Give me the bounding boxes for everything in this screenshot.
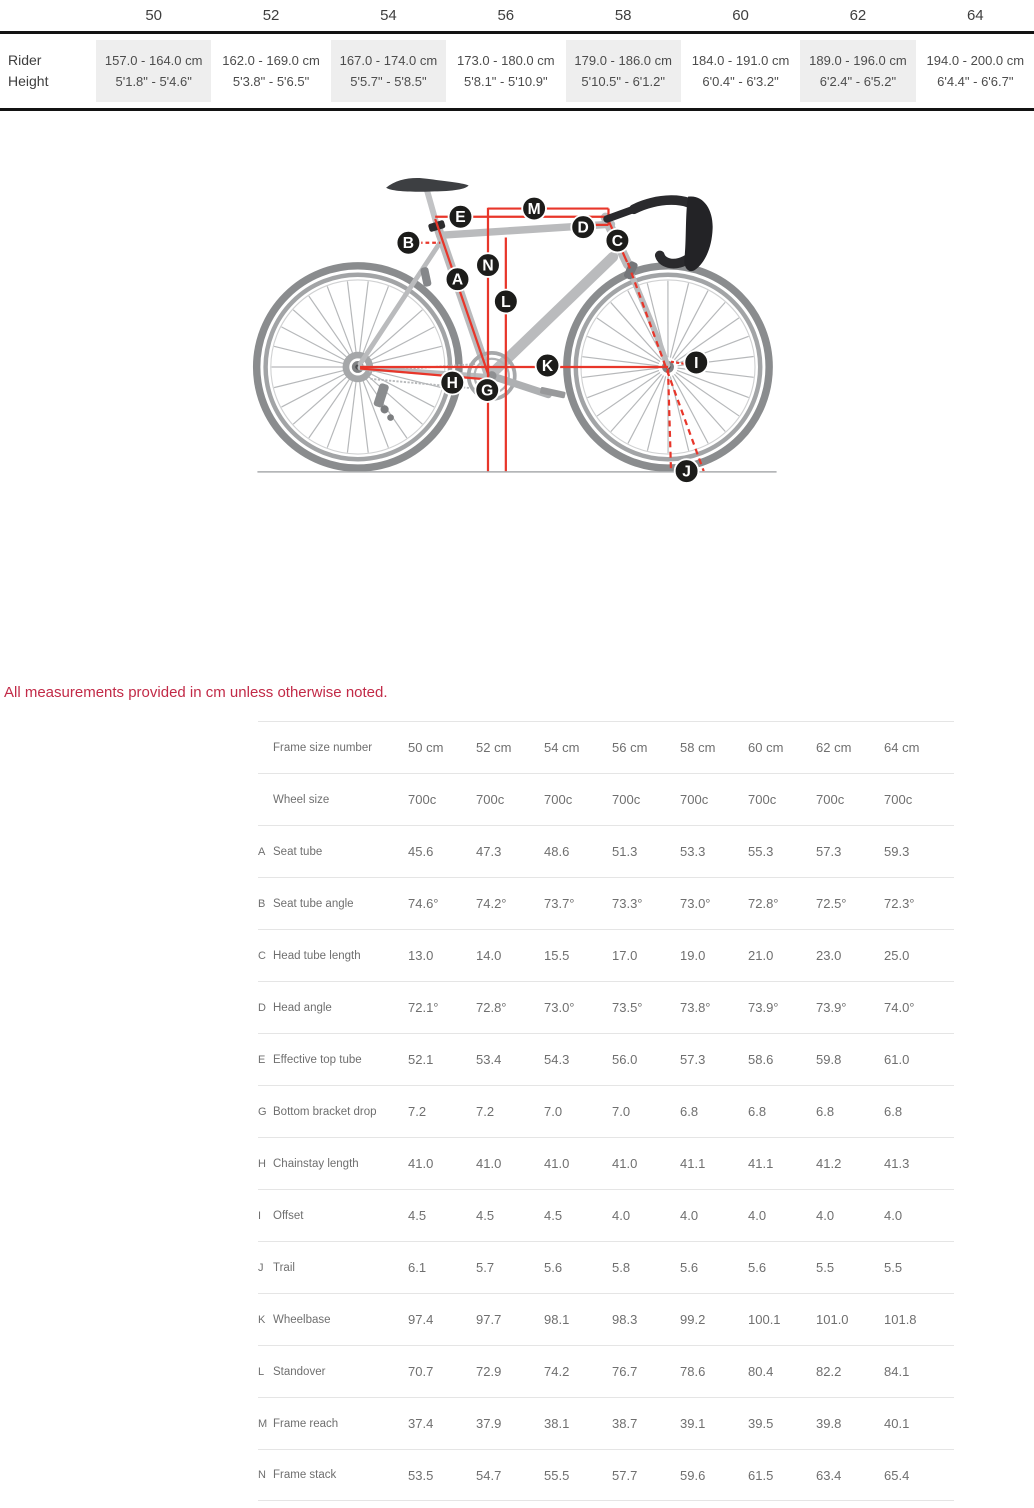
- wheel-spoke: [361, 286, 388, 358]
- geometry-value-cell: 45.6: [408, 844, 434, 859]
- rider-height-cell: [330, 34, 447, 108]
- wheel-spoke: [582, 368, 658, 377]
- rider-height-imperial-range: 6'0.4" - 6'3.2": [702, 74, 779, 89]
- rider-height-cm-range: 194.0 - 200.0 cm: [926, 53, 1025, 68]
- geometry-value-cell: 39.8: [816, 1416, 842, 1431]
- geometry-value-cell: 73.3°: [612, 896, 643, 911]
- marker-letter: I: [694, 354, 699, 372]
- geometry-value-cell: 74.2: [544, 1364, 570, 1379]
- geometry-value-cell: 73.9°: [748, 1000, 779, 1015]
- marker-letter: A: [451, 271, 464, 289]
- geometry-value-cell: 4.0: [884, 1208, 903, 1223]
- geometry-value-cell: 6.1: [408, 1260, 427, 1275]
- geometry-value-cell: 55.3: [748, 844, 774, 859]
- geometry-value-cell: 56.0: [612, 1052, 638, 1067]
- diagram-marker-N: [476, 253, 500, 277]
- geometry-value-cell: 55.5: [544, 1467, 570, 1483]
- marker-letter: L: [501, 293, 511, 311]
- geometry-row-letter: G: [258, 1105, 267, 1118]
- geometry-value-cell: 4.0: [816, 1208, 835, 1223]
- geometry-value-cell: 97.4: [408, 1312, 434, 1327]
- geometry-row-letter: E: [258, 1053, 266, 1066]
- rider-height-cm-range: 157.0 - 164.0 cm: [104, 53, 203, 68]
- geometry-value-cell: 5.6: [680, 1260, 699, 1275]
- marker-letter: J: [682, 463, 691, 481]
- geometry-row-label: [258, 1450, 408, 1500]
- geometry-row-label: [258, 878, 408, 929]
- wheel-spoke: [359, 377, 368, 453]
- geometry-value-cell: 47.3: [476, 844, 502, 859]
- diagram-marker-G: [475, 378, 499, 402]
- geometry-value-cell: 4.0: [612, 1208, 631, 1223]
- wheel-spoke: [587, 370, 659, 397]
- geometry-value-cell: 73.0°: [544, 1000, 575, 1015]
- diagram-marker-D: [571, 215, 595, 239]
- marker-letter: K: [541, 357, 554, 375]
- geometry-row: [258, 877, 954, 929]
- geometry-row-label: [258, 1242, 408, 1293]
- geometry-value-cell: 72.3°: [884, 896, 915, 911]
- rider-height-size-table: [0, 0, 1034, 111]
- geometry-value-cell: 41.0: [408, 1156, 434, 1171]
- geometry-value-cell: 40.1: [884, 1416, 910, 1431]
- wheel-spoke: [672, 291, 708, 359]
- geometry-value-cell: 14.0: [476, 948, 502, 963]
- geometry-row-name: Wheel size: [273, 793, 330, 806]
- diagram-marker-J: [675, 459, 699, 483]
- geometry-value-cell: 6.8: [884, 1104, 903, 1119]
- geometry-value-cell: 52 cm: [476, 740, 512, 755]
- geometry-value-cell: 41.2: [816, 1156, 842, 1171]
- geometry-value-cell: 82.2: [816, 1364, 842, 1379]
- geometry-value-cell: 21.0: [748, 948, 774, 963]
- geometry-value-cell: 57.3: [816, 844, 842, 859]
- geometry-row-label: [258, 1190, 408, 1241]
- geometry-value-cell: 700c: [680, 792, 709, 807]
- rider-height-label-line1: Rider: [8, 52, 42, 68]
- geometry-value-cell: 38.7: [612, 1416, 638, 1431]
- diagram-marker-L: [494, 290, 518, 314]
- geometry-value-cell: 72.1°: [408, 1000, 439, 1015]
- geometry-value-cell: 74.0°: [884, 1000, 915, 1015]
- geometry-row: [258, 773, 954, 825]
- size-column-header: 56: [497, 7, 515, 24]
- diagram-marker-A: [446, 267, 470, 291]
- geometry-value-cell: 4.5: [476, 1208, 495, 1223]
- geometry-value-cell: 5.8: [612, 1260, 631, 1275]
- geometry-value-cell: 15.5: [544, 948, 570, 963]
- size-column-header: 50: [145, 7, 163, 24]
- rider-height-label: [0, 34, 95, 108]
- geometry-value-cell: 4.0: [748, 1208, 767, 1223]
- diagram-marker-E: [449, 205, 473, 229]
- wheel-spoke: [587, 336, 659, 363]
- wheel-spoke: [366, 327, 434, 363]
- geometry-value-cell: 57.3: [680, 1052, 706, 1067]
- geometry-value-cell: 98.3: [612, 1312, 638, 1327]
- geometry-row-label: [258, 1034, 408, 1085]
- rider-height-cm-range: 167.0 - 174.0 cm: [339, 53, 438, 68]
- geometry-value-cell: 101.0: [816, 1312, 849, 1327]
- diagram-marker-I: [684, 351, 708, 375]
- geometry-value-cell: 53.4: [476, 1052, 502, 1067]
- geometry-value-cell: 5.6: [748, 1260, 767, 1275]
- rider-height-cm-range: 173.0 - 180.0 cm: [457, 53, 555, 68]
- measurements-note: All measurements provided in cm unless otherwise noted.: [4, 684, 388, 701]
- geometry-value-cell: 73.7°: [544, 896, 575, 911]
- geometry-value-cell: 5.5: [816, 1260, 835, 1275]
- geometry-value-cell: 6.8: [816, 1104, 835, 1119]
- rider-height-cm-range: 179.0 - 186.0 cm: [574, 53, 672, 68]
- wheel-spoke: [677, 370, 749, 397]
- marker-letter: H: [446, 374, 458, 392]
- rider-height-imperial-range: 5'8.1" - 5'10.9": [464, 74, 548, 89]
- geometry-row-name: Bottom bracket drop: [273, 1105, 377, 1118]
- geometry-value-cell: 57.7: [612, 1467, 638, 1483]
- geometry-row-letter: H: [258, 1157, 266, 1170]
- geometry-row: [258, 1085, 954, 1137]
- geometry-value-cell: 73.0°: [680, 896, 711, 911]
- rider-height-imperial-range: 5'3.8" - 5'6.5": [232, 74, 310, 89]
- geometry-value-cell: 700c: [748, 792, 777, 807]
- size-header-spacer: [0, 0, 95, 31]
- diagram-marker-M: [522, 197, 546, 221]
- geometry-value-cell: 38.1: [544, 1416, 570, 1431]
- rider-height-cell: [917, 34, 1034, 108]
- geometry-value-cell: 97.7: [476, 1312, 502, 1327]
- size-header-row: [0, 0, 1034, 31]
- wheel-spoke: [597, 372, 660, 416]
- rider-height-imperial-range: 6'2.4" - 6'5.2": [819, 74, 897, 89]
- geometry-value-cell: 700c: [476, 792, 505, 807]
- geometry-value-cell: 52.1: [408, 1052, 434, 1067]
- geometry-value-cell: 4.0: [680, 1208, 699, 1223]
- rider-height-imperial-range: 6'4.4" - 6'6.7": [937, 74, 1014, 89]
- geometry-value-cell: 37.9: [476, 1416, 502, 1431]
- geometry-value-cell: 41.0: [612, 1156, 638, 1171]
- geometry-value-cell: 5.5: [884, 1260, 903, 1275]
- size-column-header: 54: [380, 7, 397, 24]
- geometry-row-letter: M: [258, 1417, 268, 1430]
- geometry-row: [258, 1033, 954, 1085]
- geometry-value-cell: 700c: [612, 792, 641, 807]
- wheel-spoke: [281, 371, 349, 407]
- geometry-row-letter: A: [258, 845, 266, 858]
- rider-height-imperial-range: 5'5.7" - 5'8.5": [350, 74, 427, 89]
- geometry-value-cell: 59.3: [884, 844, 910, 859]
- geometry-value-cell: 74.6°: [408, 896, 439, 911]
- marker-letter: M: [527, 200, 541, 218]
- rider-height-imperial-range: 5'10.5" - 6'1.2": [581, 74, 665, 89]
- wheel-spoke: [628, 376, 664, 444]
- geometry-value-cell: 54.7: [476, 1467, 502, 1483]
- wheel-spoke: [359, 281, 368, 357]
- geometry-value-cell: 73.8°: [680, 1000, 711, 1015]
- geometry-value-cell: 53.5: [408, 1467, 434, 1483]
- geometry-value-cell: 62 cm: [816, 740, 852, 755]
- geometry-row: [258, 929, 954, 981]
- geometry-row-label: [258, 982, 408, 1033]
- geometry-value-cell: 72.8°: [748, 896, 779, 911]
- geometry-value-cell: 73.9°: [816, 1000, 847, 1015]
- rider-height-cm-range: 184.0 - 191.0 cm: [691, 53, 790, 68]
- geometry-row-label: [258, 826, 408, 877]
- geometry-value-cell: 5.7: [476, 1260, 495, 1275]
- geometry-row-name: Standover: [273, 1365, 326, 1378]
- geometry-value-cell: 72.9: [476, 1364, 502, 1379]
- geometry-value-cell: 63.4: [816, 1467, 842, 1483]
- rider-height-cell: [212, 34, 329, 108]
- rider-height-imperial-range: 5'1.8" - 5'4.6": [115, 74, 192, 89]
- geometry-row-label: [258, 1398, 408, 1449]
- geometry-value-cell: 41.1: [680, 1156, 706, 1171]
- diagram-marker-K: [536, 354, 560, 378]
- rider-height-cell: [565, 34, 682, 108]
- marker-letter: B: [402, 235, 415, 253]
- geometry-row-label: [258, 722, 408, 773]
- marker-letter: G: [481, 382, 494, 400]
- geometry-value-cell: 80.4: [748, 1364, 774, 1379]
- geometry-value-cell: 73.5°: [612, 1000, 643, 1015]
- geometry-value-cell: 84.1: [884, 1364, 910, 1379]
- geometry-row-name: Seat tube: [273, 845, 323, 858]
- geometry-value-cell: 4.5: [544, 1208, 563, 1223]
- size-column-header: 58: [614, 7, 632, 24]
- geometry-value-cell: 58 cm: [680, 740, 716, 755]
- wheel-spoke: [281, 327, 349, 363]
- bike-geometry-diagram: [0, 155, 1034, 605]
- saddle: [386, 178, 469, 192]
- wheel-spoke: [327, 286, 354, 358]
- geometry-value-cell: 700c: [544, 792, 573, 807]
- geometry-value-cell: 60 cm: [748, 740, 784, 755]
- geometry-row-letter: D: [258, 1001, 266, 1014]
- rider-height-cell: [799, 34, 916, 108]
- geometry-row: [258, 981, 954, 1033]
- geometry-value-cell: 7.2: [408, 1104, 427, 1119]
- geometry-value-cell: 5.6: [544, 1260, 563, 1275]
- geometry-value-cell: 6.8: [680, 1104, 699, 1119]
- wheel-spoke: [347, 377, 356, 453]
- size-body-row: [0, 31, 1034, 111]
- geometry-row-letter: N: [258, 1469, 266, 1481]
- geometry-row-name: Head tube length: [273, 949, 361, 962]
- marker-letter: E: [455, 209, 466, 227]
- geometry-row-name: Offset: [273, 1209, 304, 1222]
- geometry-row-letter: I: [258, 1209, 262, 1222]
- geometry-row-label: [258, 1086, 408, 1137]
- geometry-value-cell: 41.1: [748, 1156, 774, 1171]
- geometry-row-name: Effective top tube: [273, 1053, 362, 1066]
- geometry-value-cell: 41.0: [544, 1156, 570, 1171]
- geometry-value-cell: 41.3: [884, 1156, 910, 1171]
- geometry-row-name: Frame size number: [273, 741, 373, 754]
- geometry-row-name: Head angle: [273, 1001, 332, 1014]
- geometry-row-label: [258, 774, 408, 825]
- geometry-value-cell: 100.1: [748, 1312, 781, 1327]
- geometry-value-cell: 13.0: [408, 948, 434, 963]
- geometry-value-cell: 101.8: [884, 1312, 917, 1327]
- geometry-row-letter: C: [258, 949, 266, 962]
- geometry-value-cell: 7.0: [544, 1104, 563, 1119]
- geometry-value-cell: 6.8: [748, 1104, 767, 1119]
- geometry-value-cell: 7.0: [612, 1104, 631, 1119]
- geometry-value-cell: 23.0: [816, 948, 842, 963]
- geometry-value-cell: 65.4: [884, 1467, 910, 1483]
- diagram-marker-H: [440, 371, 464, 395]
- geometry-value-cell: 72.5°: [816, 896, 847, 911]
- wheel-spoke: [676, 372, 739, 415]
- geometry-value-cell: 58.6: [748, 1052, 774, 1067]
- geometry-value-cell: 72.8°: [476, 1000, 507, 1015]
- geometry-value-cell: 74.2°: [476, 896, 507, 911]
- geometry-value-cell: 54.3: [544, 1052, 570, 1067]
- geometry-value-cell: 59.6: [680, 1467, 706, 1483]
- geometry-row-name: Trail: [273, 1261, 295, 1274]
- rider-height-cell: [682, 34, 799, 108]
- geometry-value-cell: 61.5: [748, 1467, 774, 1483]
- geometry-value-cell: 25.0: [884, 948, 910, 963]
- size-column-header: 52: [262, 7, 280, 24]
- geometry-value-cell: 37.4: [408, 1416, 434, 1431]
- geometry-row-label: [258, 1138, 408, 1189]
- geometry-value-cell: 98.1: [544, 1312, 570, 1327]
- geometry-row: [258, 1241, 954, 1293]
- geometry-value-cell: 41.0: [476, 1156, 502, 1171]
- geometry-row-label: [258, 930, 408, 981]
- geometry-table: [258, 721, 954, 1501]
- geometry-row: [258, 1137, 954, 1189]
- geometry-value-cell: 61.0: [884, 1052, 910, 1067]
- geometry-row-letter: J: [258, 1261, 264, 1274]
- geometry-value-cell: 19.0: [680, 948, 706, 963]
- diagram-marker-C: [606, 229, 630, 253]
- geometry-value-cell: 700c: [408, 792, 437, 807]
- marker-letter: D: [577, 219, 589, 237]
- geometry-value-cell: 56 cm: [612, 740, 648, 755]
- geometry-row-letter: L: [258, 1365, 265, 1378]
- geometry-row-name: Seat tube angle: [273, 897, 354, 910]
- rider-height-cm-range: 189.0 - 196.0 cm: [809, 53, 907, 68]
- geometry-value-cell: 54 cm: [544, 740, 580, 755]
- seatpost: [426, 188, 446, 233]
- size-column-header: 64: [966, 7, 984, 24]
- geometry-row: [258, 1449, 954, 1501]
- geometry-row: [258, 1189, 954, 1241]
- geometry-value-cell: 700c: [816, 792, 845, 807]
- geometry-value-cell: 70.7: [408, 1364, 434, 1379]
- geometry-value-cell: 7.2: [476, 1104, 495, 1119]
- size-column-header: 60: [732, 7, 749, 24]
- geometry-value-cell: 99.2: [680, 1312, 706, 1327]
- geometry-row-name: Frame reach: [273, 1417, 339, 1430]
- geometry-value-cell: 78.6: [680, 1364, 706, 1379]
- marker-letter: C: [611, 232, 624, 250]
- geometry-value-cell: 4.5: [408, 1208, 427, 1223]
- geometry-value-cell: 64 cm: [884, 740, 920, 755]
- geometry-row: [258, 1397, 954, 1449]
- wheel-spoke: [582, 357, 658, 366]
- geometry-row-label: [258, 1346, 408, 1397]
- wheel-spoke: [676, 318, 739, 362]
- geometry-row-name: Wheelbase: [273, 1313, 331, 1326]
- geometry-row-letter: B: [258, 897, 266, 910]
- geometry-value-cell: 700c: [884, 792, 913, 807]
- geometry-row-label: [258, 1294, 408, 1345]
- geometry-value-cell: 53.3: [680, 844, 706, 859]
- geometry-row-letter: K: [258, 1313, 266, 1326]
- geometry-row: [258, 1293, 954, 1345]
- geometry-row-name: Chainstay length: [273, 1157, 359, 1170]
- diagram-marker-B: [397, 231, 421, 255]
- geometry-value-cell: 59.8: [816, 1052, 842, 1067]
- marker-letter: N: [482, 257, 494, 275]
- size-column-header: 62: [849, 7, 867, 24]
- geometry-value-cell: 39.5: [748, 1416, 774, 1431]
- geometry-value-cell: 76.7: [612, 1364, 638, 1379]
- rider-height-cell: [95, 34, 212, 108]
- wheel-spoke: [309, 375, 353, 438]
- geometry-value-cell: 48.6: [544, 844, 570, 859]
- rider-height-label-line2: Height: [8, 73, 49, 89]
- rider-height-cm-range: 162.0 - 169.0 cm: [222, 53, 320, 68]
- geometry-value-cell: 50 cm: [408, 740, 444, 755]
- geometry-value-cell: 39.1: [680, 1416, 706, 1431]
- geometry-value-cell: 17.0: [612, 948, 638, 963]
- rider-height-cell: [447, 34, 564, 108]
- wheel-spoke: [347, 281, 356, 357]
- geometry-row-name: Frame stack: [273, 1469, 337, 1481]
- geometry-value-cell: 51.3: [612, 844, 638, 859]
- geometry-row: [258, 1345, 954, 1397]
- wheel-spoke: [327, 376, 354, 448]
- geometry-row: [258, 721, 954, 773]
- geometry-row: [258, 825, 954, 877]
- wheel-spoke: [309, 296, 353, 359]
